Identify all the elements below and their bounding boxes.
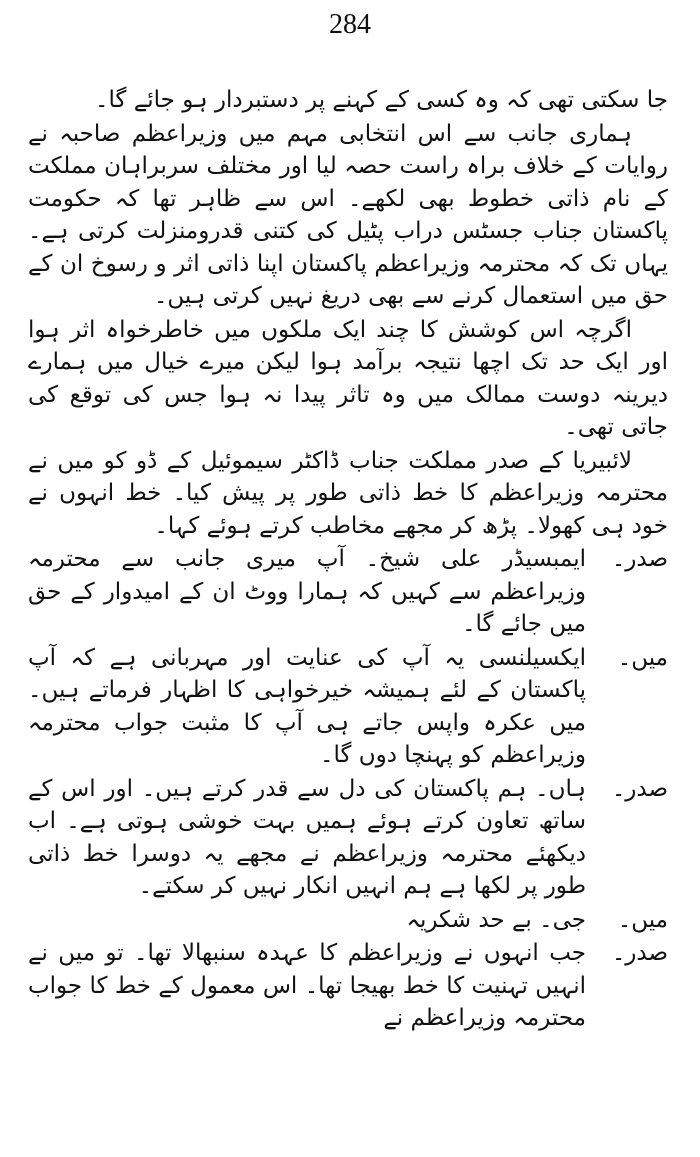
dialogue-line-4 — [28, 904, 668, 937]
dialogue-speaker: میں۔ — [617, 644, 668, 671]
paragraph-4: لائبیریا کے صدر مملکت جناب ڈاکٹر سیموئیل کے ڈو کو میں نے محترمہ وزیراعظم کا خط ذاتی طور پر پیش کیا۔ خط انہوں نے خود ہی کھولا۔ پڑھ کر مجھے مخاطب کرتے ہوئے کہا۔ — [28, 447, 668, 539]
dialogue-text: ایمبسیڈر علی شیخ۔ آپ میری جانب سے محترمہ وزیراعظم سے کہیں کہ ہمارا ووٹ ان کے امیدوار کے حق میں جائے گا۔ — [28, 546, 586, 637]
dialogue-line-2 — [28, 642, 668, 772]
paragraph-1: جا سکتی تھی کہ وہ کسی کے کہنے پر دستبردار ہو جائے گا۔ — [95, 87, 668, 113]
dialogue-text: جب انہوں نے وزیراعظم کا عہدہ سنبھالا تھا۔ تو میں نے انہیں تہنیت کا خط بھیجا تھا۔ اس معمول کے خط کا جواب محترمہ وزیراعظم نے — [28, 940, 586, 1031]
paragraph-2: ہماری جانب سے اس انتخابی مہم میں وزیراعظم صاحبہ نے روایات کے خلاف براہ راست حصہ لیا اور مختلف سربراہان مملکت کے نام ذاتی خطوط بھی لکھے۔ اس سے ظاہر تھا کہ حکومت پاکستان جناب جسٹس دراب پٹیل کی کتنی قدرومنزلت کرتی ہے۔ یہاں تک کہ محترمہ وزیراعظم پاکستان اپنا ذاتی اثر و رسوخ ان کے حق میں استعمال کرنے سے بھی دریغ نہیں کرتی ہیں۔ — [28, 120, 668, 309]
dialogue-speaker: صدر۔ — [611, 546, 668, 572]
dialogue-text: ایکسیلنسی یہ آپ کی عنایت اور مہربانی ہے کہ آپ پاکستان کے لئے ہمیشہ خیرخواہی کا اظہار فرماتے ہیں۔ میں عکرہ واپس جاتے ہی آپ کا مثبت جواب محترمہ وزیراعظم کو پہنچا دوں گا۔ — [28, 644, 586, 768]
dialogue-line-5 — [28, 937, 668, 1035]
dialogue-speaker: میں۔ — [617, 906, 668, 933]
page-number: 284 — [329, 9, 371, 40]
dialogue-text: جی۔ بے حد شکریہ — [406, 906, 586, 933]
dialogue-line-3 — [28, 773, 668, 903]
dialogue-text: ہاں۔ ہم پاکستان کی دل سے قدر کرتے ہیں۔ اور اس کے ساتھ تعاون کرتے ہوئے ہمیں بہت خوشی ہوتی ہے۔ اب دیکھئے محترمہ وزیراعظم نے مجھے یہ دوسرا خط ذاتی طور پر لکھا ہے ہم انہیں انکار نہیں کر سکتے۔ — [28, 775, 586, 899]
page-body — [28, 84, 668, 1036]
dialogue-speaker: صدر۔ — [611, 775, 668, 802]
paragraph-3: اگرچہ اس کوشش کا چند ایک ملکوں میں خاطرخواہ اثر ہوا اور ایک حد تک اچھا نتیجہ برآمد ہوا لیکن میرے خیال میں ہمارے دیرینہ دوست ممالک میں وہ تاثر پیدا نہ ہوا جس کی توقع کی جاتی تھی۔ — [28, 316, 668, 440]
dialogue-line-1 — [28, 543, 668, 641]
dialogue-speaker: صدر۔ — [611, 940, 668, 966]
